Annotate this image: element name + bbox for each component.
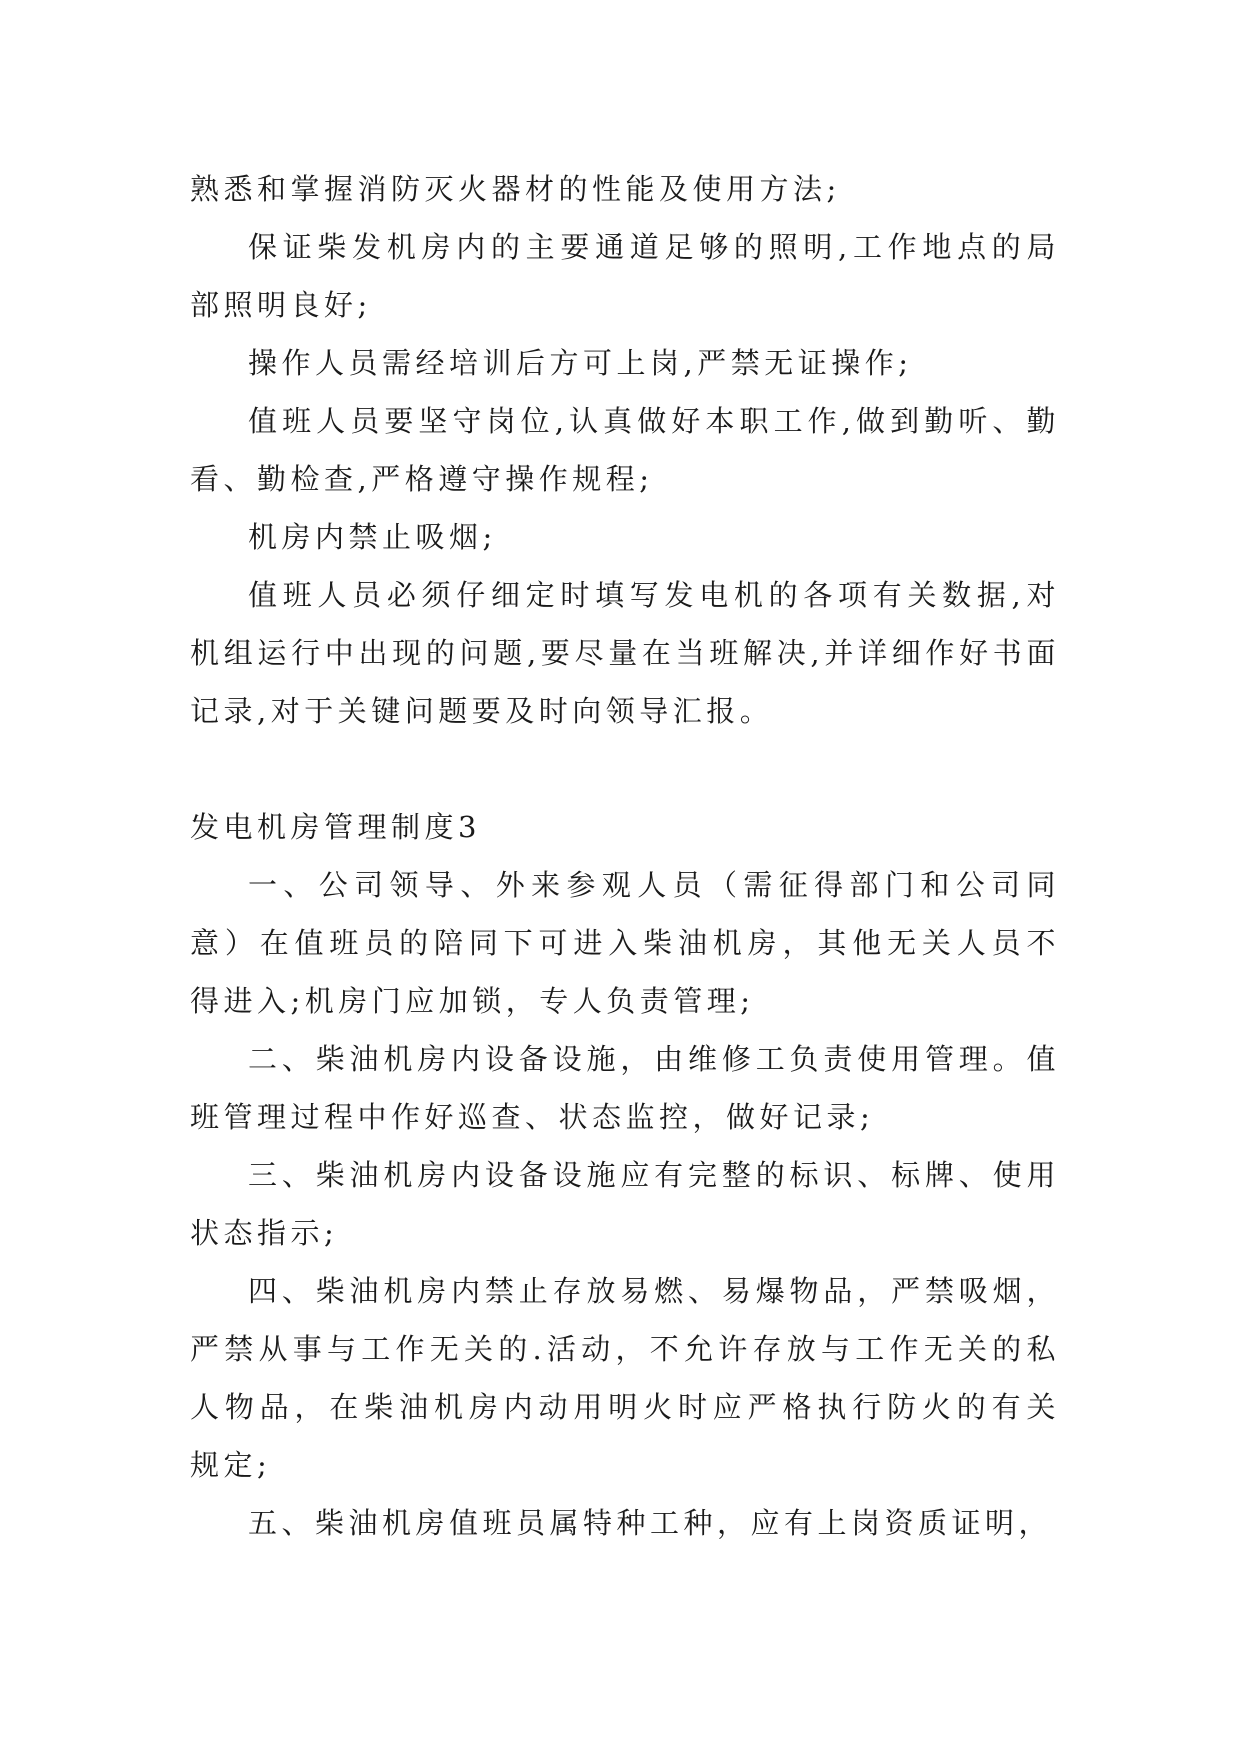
- section-title: 发电机房管理制度3: [190, 810, 481, 844]
- paragraph-lighting: 保证柴发机房内的主要通道足够的照明,工作地点的局部照明良好;: [190, 230, 1060, 322]
- rule-item-5: 五、柴油机房值班员属特种工种，应有上岗资质证明，: [248, 1506, 1053, 1540]
- paragraph-duty-post: 值班人员要坚守岗位,认真做好本职工作,做到勤听、勤看、勤检查,严格遵守操作规程;: [190, 404, 1060, 496]
- section-spacer: [190, 740, 1060, 798]
- rule-item-1: 一、公司领导、外来参观人员（需征得部门和公司同意）在值班员的陪同下可进入柴油机房，其他无关人员不得进入;机房门应加锁，专人负责管理;: [190, 868, 1060, 1018]
- paragraph-training: 操作人员需经培训后方可上岗,严禁无证操作;: [248, 346, 913, 380]
- paragraph-fire-equipment: 熟悉和掌握消防灭火器材的性能及使用方法;: [190, 172, 841, 206]
- rule-item-2: 二、柴油机房内设备设施，由维修工负责使用管理。值班管理过程中作好巡查、状态监控，做好记录;: [190, 1042, 1060, 1134]
- document-page: [190, 160, 1060, 1552]
- rule-item-3: 三、柴油机房内设备设施应有完整的标识、标牌、使用状态指示;: [190, 1158, 1060, 1250]
- rule-item-4: 四、柴油机房内禁止存放易燃、易爆物品，严禁吸烟，严禁从事与工作无关的.活动，不允许存放与工作无关的私人物品，在柴油机房内动用明火时应严格执行防火的有关规定;: [190, 1274, 1060, 1482]
- paragraph-records: 值班人员必须仔细定时填写发电机的各项有关数据,对机组运行中出现的问题,要尽量在当班解决,并详细作好书面记录,对于关键问题要及时向领导汇报。: [190, 578, 1060, 728]
- paragraph-no-smoking: 机房内禁止吸烟;: [248, 520, 497, 554]
